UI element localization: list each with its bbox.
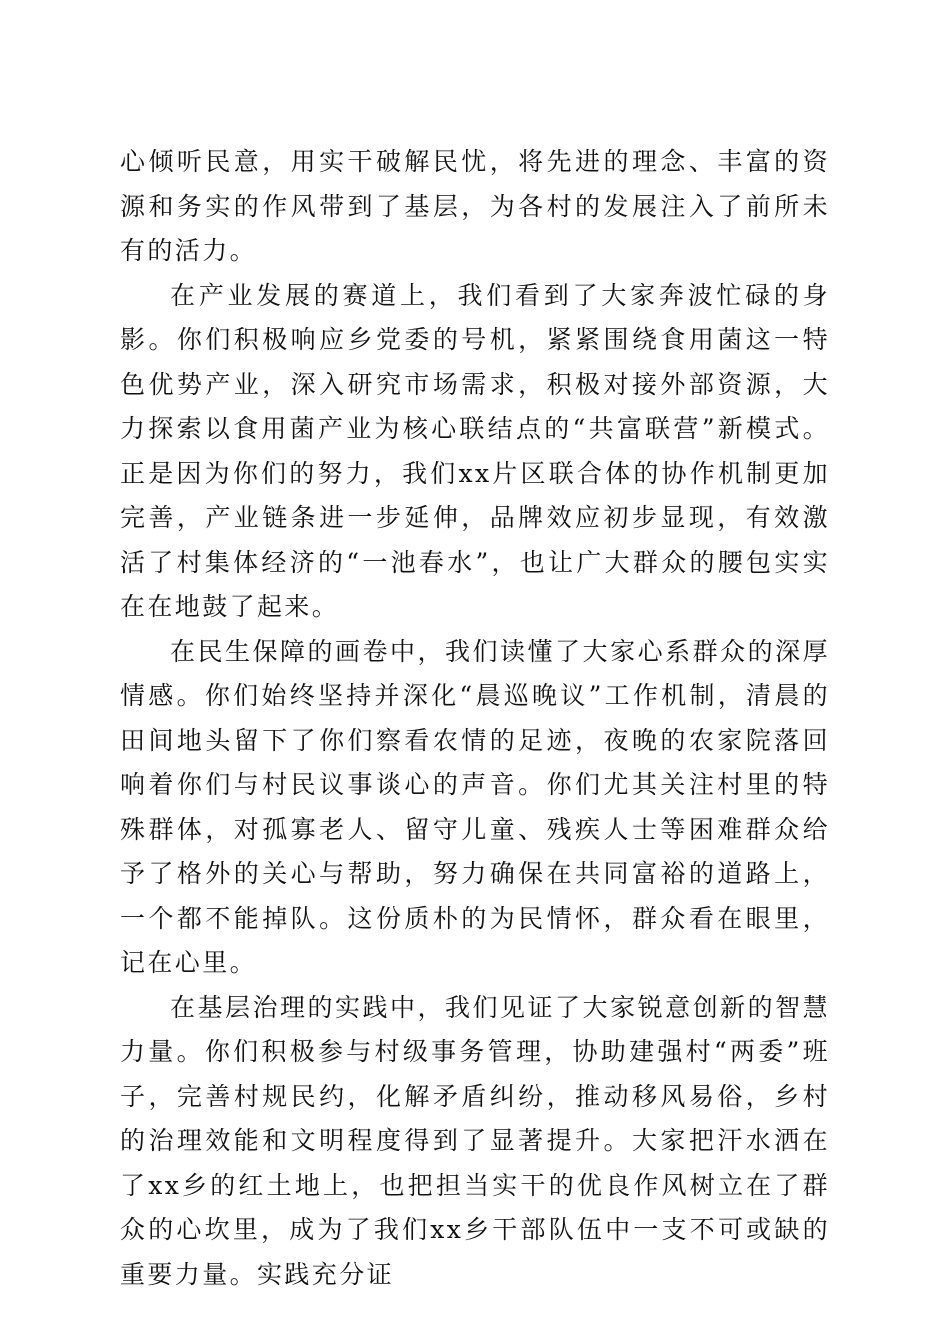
paragraph-continuation: 心倾听民意，用实干破解民忧，将先进的理念、丰富的资源和务实的作风带到了基层，为各村的发展注入了前所未有的活力。 — [120, 147, 830, 265]
paragraph-grassroots-governance: 在基层治理的实践中，我们见证了大家锐意创新的智慧力量。你们积极参与村级事务管理，协助建强村“两委”班子，完善村规民约，化解矛盾纠纷，推动移风易俗，乡村的治理效能和文明程度得到了显著提升。大家把汗水洒在了xx乡的红土地上，也把担当实干的优良作风树立在了群众的心坎里，成为了我们xx乡干部队伍中一支不可或缺的重要力量。实践充分证 — [120, 992, 830, 1289]
paragraph-industry-development: 在产业发展的赛道上，我们看到了大家奔波忙碌的身影。你们积极响应乡党委的号机，紧紧围绕食用菌这一特色优势产业，深入研究市场需求，积极对接外部资源，大力探索以食用菌产业为核心联结点的“共富联营”新模式。正是因为你们的努力，我们xx片区联合体的协作机制更加完善，产业链条进一步延伸，品牌效应初步显现，有效激活了村集体经济的“一池春水”，也让广大群众的腰包实实在在地鼓了起来。 — [120, 280, 830, 621]
paragraph-livelihood-security: 在民生保障的画卷中，我们读懂了大家心系群众的深厚情感。你们始终坚持并深化“晨巡晚议”工作机制，清晨的田间地头留下了你们察看农情的足迹，夜晚的农家院落回响着你们与村民议事谈心的声音。你们尤其关注村里的特殊群体，对孤寡老人、留守儿童、残疾人士等困难群众给予了格外的关心与帮助，努力确保在共同富裕的道路上，一个都不能掉队。这份质朴的为民情怀，群众看在眼里，记在心里。 — [120, 636, 830, 977]
document-body — [120, 140, 830, 1297]
